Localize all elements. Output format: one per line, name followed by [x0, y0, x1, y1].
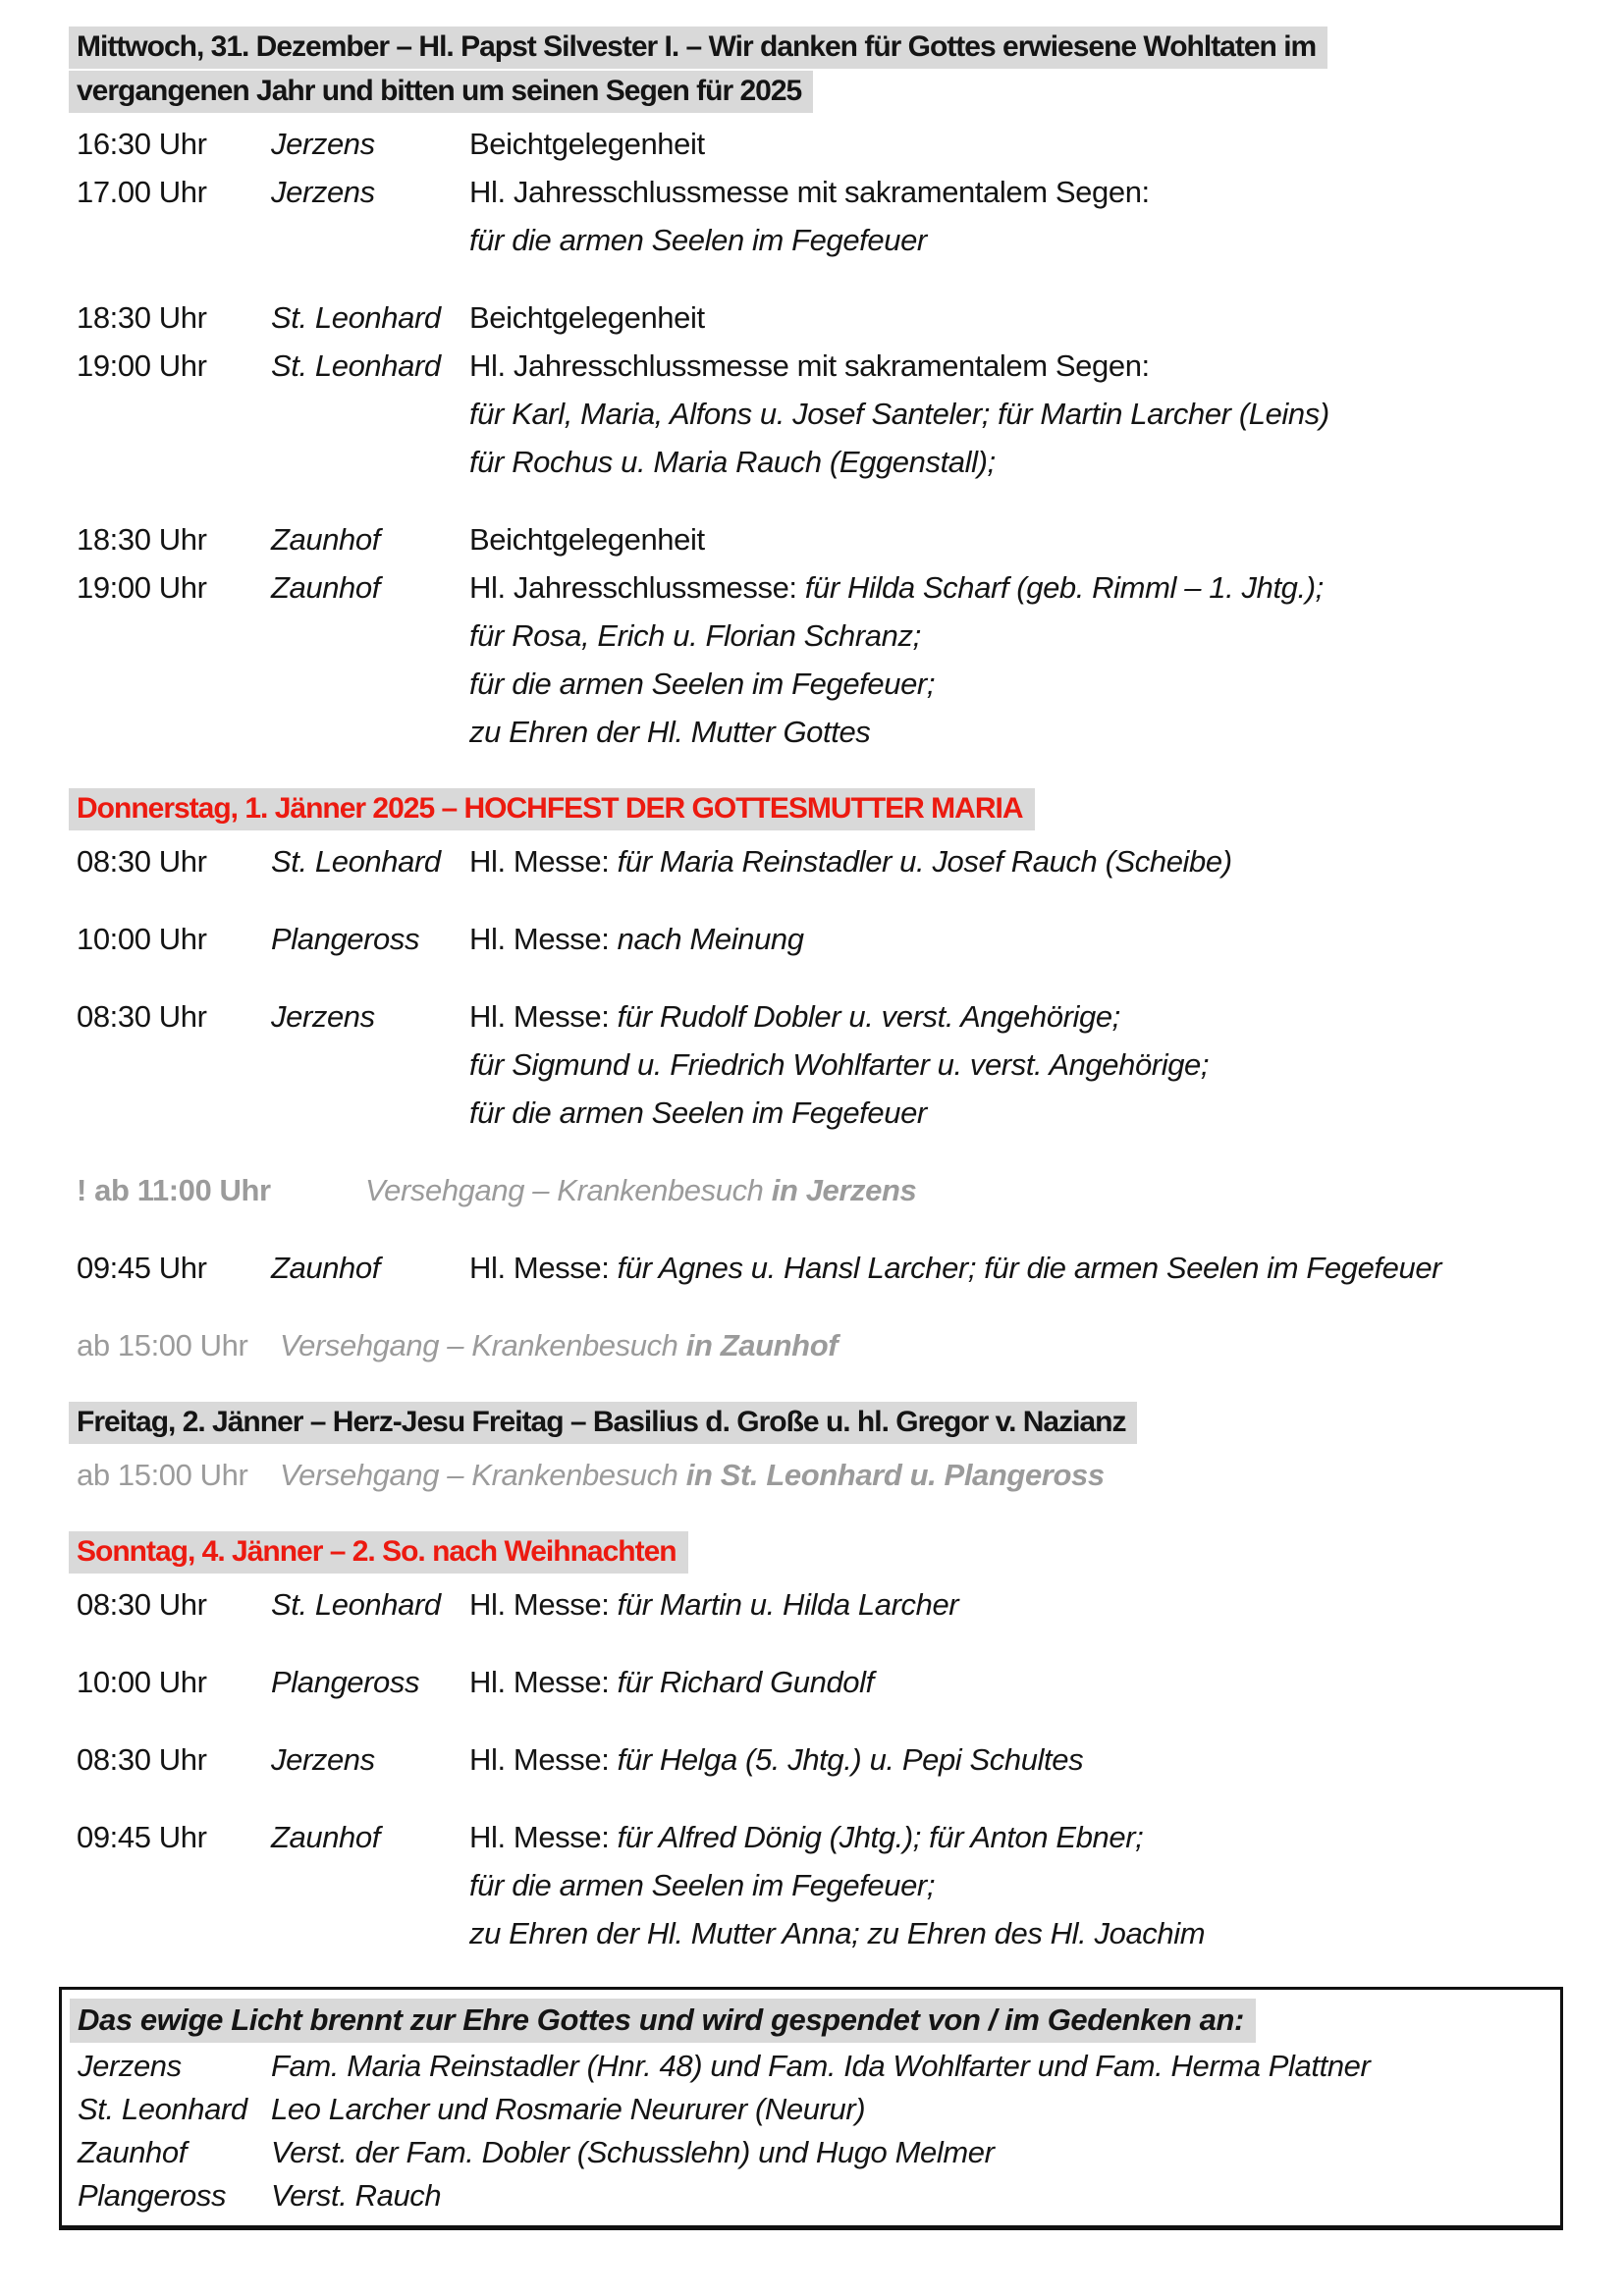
spacer	[77, 1369, 1565, 1399]
description-cell	[469, 563, 1565, 612]
place-cell: St. Leonhard	[271, 844, 441, 879]
text-segment: für Agnes u. Hansl Larcher; für die armen Seelen im Fegefeuer	[617, 1251, 1442, 1285]
note-time-label: ! ab 11:00 Uhr	[77, 1173, 271, 1207]
description-cell	[469, 1735, 1565, 1784]
indent-spacer	[77, 708, 469, 756]
text-segment: Versehgang – Krankenbesuch	[280, 1328, 686, 1362]
mass-row	[77, 915, 1565, 963]
spacer	[77, 885, 1565, 915]
text-segment: zu Ehren der Hl. Mutter Anna; zu Ehren des Hl. Joachim	[469, 1916, 1206, 1950]
time-cell: 08:30 Uhr	[77, 1587, 207, 1622]
indent-spacer	[77, 612, 469, 660]
description-cell	[469, 342, 1565, 390]
place-cell: St. Leonhard	[271, 348, 441, 383]
versehgang-note	[77, 1451, 1565, 1499]
text-segment: für Martin u. Hilda Larcher	[617, 1587, 959, 1622]
description-cell	[469, 708, 1565, 756]
text-segment: für Richard Gundolf	[617, 1665, 874, 1699]
text-segment: für Rudolf Dobler u. verst. Angehörige;	[617, 999, 1120, 1034]
day-heading-text: Freitag, 2. Jänner – Herz-Jesu Freitag – Basilius d. Große u. hl. Gregor v. Nazianz	[69, 1402, 1137, 1444]
day-heading-text: Donnerstag, 1. Jänner 2025 – HOCHFEST DER GOTTESMUTTER MARIA	[69, 788, 1035, 830]
place-cell: St. Leonhard	[78, 2092, 247, 2126]
versehgang-note	[77, 1166, 1565, 1214]
text-segment: für die armen Seelen im Fegefeuer;	[469, 1868, 936, 1902]
text-segment: Hl. Messe:	[469, 922, 618, 956]
indent-spacer	[77, 1089, 469, 1137]
day-heading	[77, 1399, 1565, 1451]
text-segment: für Maria Reinstadler u. Josef Rauch (Scheibe)	[617, 844, 1232, 879]
description-cell	[469, 1580, 1565, 1629]
day-heading-line	[77, 70, 1565, 114]
place-cell: Zaunhof	[271, 570, 380, 605]
continuation-row	[77, 1861, 1565, 1909]
text-segment: Hl. Jahresschlussmesse mit sakramentalem Segen:	[469, 175, 1150, 209]
day-heading	[77, 785, 1565, 837]
day-heading-line	[77, 26, 1565, 70]
indent-spacer	[77, 1909, 469, 1957]
continuation-row	[77, 1909, 1565, 1957]
description-cell	[469, 1813, 1565, 1861]
mass-row	[77, 992, 1565, 1041]
day-heading-line	[77, 1530, 1565, 1575]
day-heading-line	[77, 787, 1565, 831]
day-heading	[77, 24, 1565, 120]
spacer	[77, 756, 1565, 785]
description-cell	[469, 1041, 1565, 1089]
spacer	[77, 1957, 1565, 1987]
eternal-light-row	[78, 2045, 1546, 2088]
place-cell: Zaunhof	[271, 522, 380, 557]
continuation-row	[77, 1041, 1565, 1089]
text-segment: Hl. Messe:	[469, 1251, 618, 1285]
place-cell: Plangeross	[271, 922, 420, 956]
spacer	[77, 486, 1565, 515]
text-segment: in Jerzens	[771, 1173, 917, 1207]
place-cell: Zaunhof	[271, 1251, 380, 1285]
text-segment: zu Ehren der Hl. Mutter Gottes	[469, 715, 871, 749]
text-segment: in Zaunhof	[685, 1328, 839, 1362]
text-segment: für die armen Seelen im Fegefeuer;	[469, 667, 936, 701]
eternal-light-box	[59, 1987, 1563, 2230]
description-cell	[469, 915, 1565, 963]
day-heading-line	[77, 1401, 1565, 1445]
place-cell: Jerzens	[78, 2049, 182, 2083]
place-cell: Zaunhof	[78, 2135, 187, 2169]
spacer	[77, 264, 1565, 294]
spacer	[77, 1292, 1565, 1321]
text-segment: Hl. Messe:	[469, 1587, 618, 1622]
text-segment: Hl. Jahresschlussmesse:	[469, 570, 805, 605]
mass-schedule	[77, 24, 1565, 1987]
eternal-light-row	[78, 2174, 1546, 2217]
description-cell	[469, 660, 1565, 708]
eternal-light-heading	[78, 1996, 1546, 2045]
mass-row	[77, 837, 1565, 885]
spacer	[77, 1706, 1565, 1735]
description-cell	[469, 216, 1565, 264]
text-segment: für Hilda Scharf (geb. Rimml – 1. Jhtg.);	[804, 570, 1324, 605]
continuation-row	[77, 390, 1565, 438]
description-cell	[469, 1861, 1565, 1909]
text-segment: Hl. Messe:	[469, 1742, 618, 1777]
time-cell: 09:45 Uhr	[77, 1820, 207, 1854]
text-segment: für Sigmund u. Friedrich Wohlfarter u. verst. Angehörige;	[469, 1047, 1210, 1082]
place-cell: Plangeross	[271, 1665, 420, 1699]
time-cell: 10:00 Uhr	[77, 1665, 207, 1699]
text-segment: Beichtgelegenheit	[469, 127, 705, 161]
time-cell: 17.00 Uhr	[77, 175, 207, 209]
text-segment: Hl. Messe:	[469, 1665, 618, 1699]
eternal-light-heading-text: Das ewige Licht brennt zur Ehre Gottes und wird gespendet von / im Gedenken an:	[70, 1999, 1256, 2043]
indent-spacer	[77, 438, 469, 486]
note-time-label: ab 15:00 Uhr	[77, 1458, 248, 1492]
mass-row	[77, 563, 1565, 612]
time-cell: 08:30 Uhr	[77, 999, 207, 1034]
note-text	[280, 1321, 838, 1369]
continuation-row	[77, 708, 1565, 756]
text-segment: Hl. Messe:	[469, 999, 618, 1034]
text-segment: Beichtgelegenheit	[469, 300, 705, 335]
description-cell	[469, 515, 1565, 563]
place-cell: St. Leonhard	[271, 1587, 441, 1622]
note-text	[280, 1451, 1105, 1499]
description-cell	[469, 1658, 1565, 1706]
text-segment: Hl. Messe:	[469, 1820, 618, 1854]
mass-row	[77, 342, 1565, 390]
text-segment: in St. Leonhard u. Plangeross	[685, 1458, 1105, 1492]
text-segment: für Rochus u. Maria Rauch (Eggenstall);	[469, 445, 996, 479]
day-heading-text: vergangenen Jahr und bitten um seinen Segen für 2025	[69, 71, 813, 113]
mass-row	[77, 1580, 1565, 1629]
spacer	[77, 1629, 1565, 1658]
continuation-row	[77, 1089, 1565, 1137]
text-segment: Versehgang – Krankenbesuch	[280, 1458, 686, 1492]
description-cell	[469, 1089, 1565, 1137]
eternal-light-row	[78, 2131, 1546, 2174]
continuation-row	[77, 660, 1565, 708]
time-cell: 09:45 Uhr	[77, 1251, 207, 1285]
description-cell	[469, 1909, 1565, 1957]
description-cell	[469, 612, 1565, 660]
description-cell	[469, 837, 1565, 885]
mass-row	[77, 294, 1565, 342]
description-cell	[469, 438, 1565, 486]
place-cell: Jerzens	[271, 999, 375, 1034]
day-heading	[77, 1528, 1565, 1580]
indent-spacer	[77, 1861, 469, 1909]
text-segment: Hl. Messe:	[469, 844, 618, 879]
time-cell: 18:30 Uhr	[77, 300, 207, 335]
text-segment: für die armen Seelen im Fegefeuer	[469, 1095, 927, 1130]
text-segment: für die armen Seelen im Fegefeuer	[469, 223, 927, 257]
indent-spacer	[77, 1041, 469, 1089]
mass-row	[77, 1813, 1565, 1861]
description-cell	[469, 294, 1565, 342]
note-text	[365, 1166, 916, 1214]
text-segment: für Alfred Dönig (Jhtg.); für Anton Ebner;	[617, 1820, 1144, 1854]
spacer	[77, 1499, 1565, 1528]
mass-row	[77, 168, 1565, 216]
description-cell	[469, 120, 1565, 168]
description-cell	[469, 1244, 1565, 1292]
mass-row	[77, 515, 1565, 563]
text-segment: Beichtgelegenheit	[469, 522, 705, 557]
place-cell: Zaunhof	[271, 1820, 380, 1854]
donors-cell: Fam. Maria Reinstadler (Hnr. 48) und Fam. Ida Wohlfarter und Fam. Herma Plattner	[271, 2049, 1371, 2083]
note-time-label: ab 15:00 Uhr	[77, 1328, 248, 1362]
description-cell	[469, 390, 1565, 438]
spacer	[77, 1137, 1565, 1166]
day-heading-text: Sonntag, 4. Jänner – 2. So. nach Weihnachten	[69, 1531, 688, 1574]
eternal-light-rows	[78, 2045, 1546, 2217]
indent-spacer	[77, 216, 469, 264]
place-cell: Jerzens	[271, 1742, 375, 1777]
time-cell: 16:30 Uhr	[77, 127, 207, 161]
spacer	[77, 963, 1565, 992]
place-cell: Jerzens	[271, 127, 375, 161]
time-cell: 19:00 Uhr	[77, 570, 207, 605]
time-cell: 19:00 Uhr	[77, 348, 207, 383]
mass-row	[77, 1658, 1565, 1706]
spacer	[77, 1214, 1565, 1244]
continuation-row	[77, 216, 1565, 264]
text-segment: für Rosa, Erich u. Florian Schranz;	[469, 618, 921, 653]
time-cell: 08:30 Uhr	[77, 844, 207, 879]
text-segment: nach Meinung	[617, 922, 804, 956]
mass-row	[77, 1735, 1565, 1784]
time-cell: 08:30 Uhr	[77, 1742, 207, 1777]
place-cell: Plangeross	[78, 2178, 227, 2213]
spacer	[77, 1784, 1565, 1813]
text-segment: Versehgang – Krankenbesuch	[365, 1173, 772, 1207]
description-cell	[469, 168, 1565, 216]
donors-cell: Leo Larcher und Rosmarie Neururer (Neurur)	[271, 2092, 866, 2126]
place-cell: St. Leonhard	[271, 300, 441, 335]
donors-cell: Verst. der Fam. Dobler (Schusslehn) und Hugo Melmer	[271, 2135, 995, 2169]
day-heading-text: Mittwoch, 31. Dezember – Hl. Papst Silvester I. – Wir danken für Gottes erwiesene Wohltaten im	[69, 27, 1327, 69]
continuation-row	[77, 438, 1565, 486]
continuation-row	[77, 612, 1565, 660]
mass-row	[77, 120, 1565, 168]
eternal-light-row	[78, 2088, 1546, 2131]
time-cell: 10:00 Uhr	[77, 922, 207, 956]
versehgang-note	[77, 1321, 1565, 1369]
indent-spacer	[77, 390, 469, 438]
description-cell	[469, 992, 1565, 1041]
text-segment: für Helga (5. Jhtg.) u. Pepi Schultes	[617, 1742, 1084, 1777]
text-segment: Hl. Jahresschlussmesse mit sakramentalem Segen:	[469, 348, 1150, 383]
text-segment: für Karl, Maria, Alfons u. Josef Santeler; für Martin Larcher (Leins)	[469, 397, 1329, 431]
time-cell: 18:30 Uhr	[77, 522, 207, 557]
mass-row	[77, 1244, 1565, 1292]
donors-cell: Verst. Rauch	[271, 2178, 442, 2213]
place-cell: Jerzens	[271, 175, 375, 209]
indent-spacer	[77, 660, 469, 708]
